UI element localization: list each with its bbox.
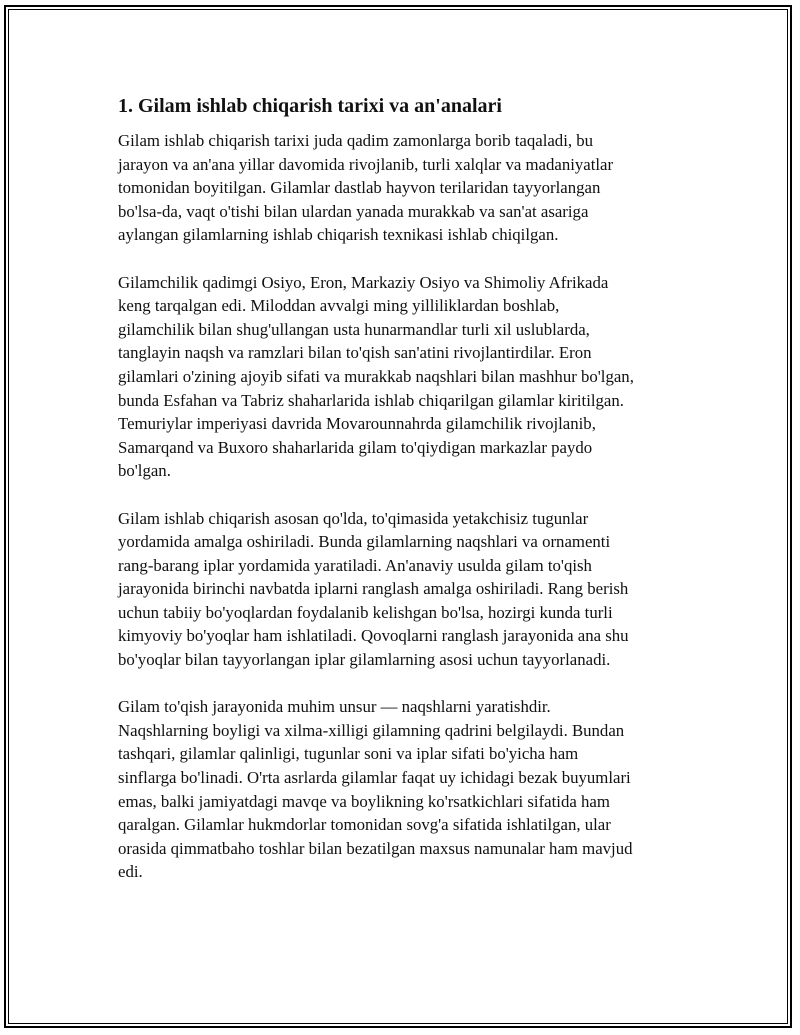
document-body (118, 94, 698, 908)
paragraph (118, 507, 698, 672)
paragraph (118, 271, 698, 483)
text-line: gilamlari o'zining ajoyib sifati va murakkab naqshlari bilan mashhur bo'lgan, (118, 366, 634, 386)
text-line: gilamchilik bilan shug'ullangan usta hunarmandlar turli xil uslublarda, (118, 319, 590, 339)
text-line: bo'lsa-da, vaqt o'tishi bilan ulardan yanada murakkab va san'at asariga (118, 201, 589, 221)
text-line: kimyoviy bo'yoqlar ham ishlatiladi. Qovoqlarni ranglash jarayonida ana shu (118, 626, 629, 646)
text-line: Samarqand va Buxoro shaharlarida gilam to'qiydigan markazlar paydo (118, 437, 593, 457)
text-line: bunda Esfahan va Tabriz shaharlarida ishlab chiqarilgan gilamlar kiritilgan. (118, 390, 624, 410)
text-line: uchun tabiiy bo'yoqlardan foydalanib kelishgan bo'lsa, hozirgi kunda turli (118, 602, 613, 622)
section-title: 1. Gilam ishlab chiqarish tarixi va an'analari (118, 95, 502, 117)
text-line: bo'lgan. (118, 461, 171, 481)
text-line: bo'yoqlar bilan tayyorlangan iplar gilamlarning asosi uchun tayyorlanadi. (118, 650, 611, 670)
text-line: tanglayin naqsh va ramzlari bilan to'qish san'atini rivojlantirdilar. Eron (118, 343, 592, 363)
text-line: keng tarqalgan edi. Miloddan avvalgi ming yilliliklardan boshlab, (118, 296, 560, 316)
text-line: Gilamchilik qadimgi Osiyo, Eron, Markaziy Osiyo va Shimoliy Afrikada (118, 272, 609, 292)
text-line: jarayonida birinchi navbatda iplarni ranglash amalga oshiriladi. Rang berish (118, 579, 629, 599)
text-line: Gilam ishlab chiqarish tarixi juda qadim zamonlarga borib taqaladi, bu (118, 131, 594, 150)
paragraphs (118, 129, 698, 884)
paragraph (118, 129, 698, 247)
text-line: emas, balki jamiyatdagi mavqe va boylikning ko'rsatkichlari sifatida ham (118, 791, 610, 811)
text-line: Temuriylar imperiyasi davrida Movarounnahrda gilamchilik rivojlanib, (118, 414, 596, 434)
text-line: tashqari, gilamlar qalinligi, tugunlar soni va iplar sifati bo'yicha ham (118, 744, 579, 764)
text-line: yordamida amalga oshiriladi. Bunda gilamlarning naqshlari va ornamenti (118, 532, 611, 552)
text-line: tomonidan boyitilgan. Gilamlar dastlab hayvon terilaridan tayyorlangan (118, 178, 601, 198)
text-line: Naqshlarning boyligi va xilma-xilligi gilamning qadrini belgilaydi. Bundan (118, 720, 625, 740)
text-line: Gilam ishlab chiqarish asosan qo'lda, to'qimasida yetakchisiz tugunlar (118, 508, 589, 528)
text-line: aylangan gilamlarning ishlab chiqarish texnikasi ishlab chiqilgan. (118, 225, 559, 245)
text-line: edi. (118, 862, 143, 882)
text-line: jarayon va an'ana yillar davomida rivojlanib, turli xalqlar va madaniyatlar (118, 154, 614, 174)
text-line: qaralgan. Gilamlar hukmdorlar tomonidan sovg'a sifatida ishlatilgan, ular (118, 815, 611, 835)
text-line: rang-barang iplar yordamida yaratiladi. An'anaviy usulda gilam to'qish (118, 555, 592, 575)
text-line: orasida qimmatbaho toshlar bilan bezatilgan maxsus namunalar ham mavjud (118, 838, 633, 858)
paragraph (118, 695, 698, 884)
text-line: Gilam to'qish jarayonida muhim unsur — naqshlarni yaratishdir. (118, 697, 551, 717)
text-line: sinflarga bo'linadi. O'rta asrlarda gilamlar faqat uy ichidagi bezak buyumlari (118, 768, 631, 788)
